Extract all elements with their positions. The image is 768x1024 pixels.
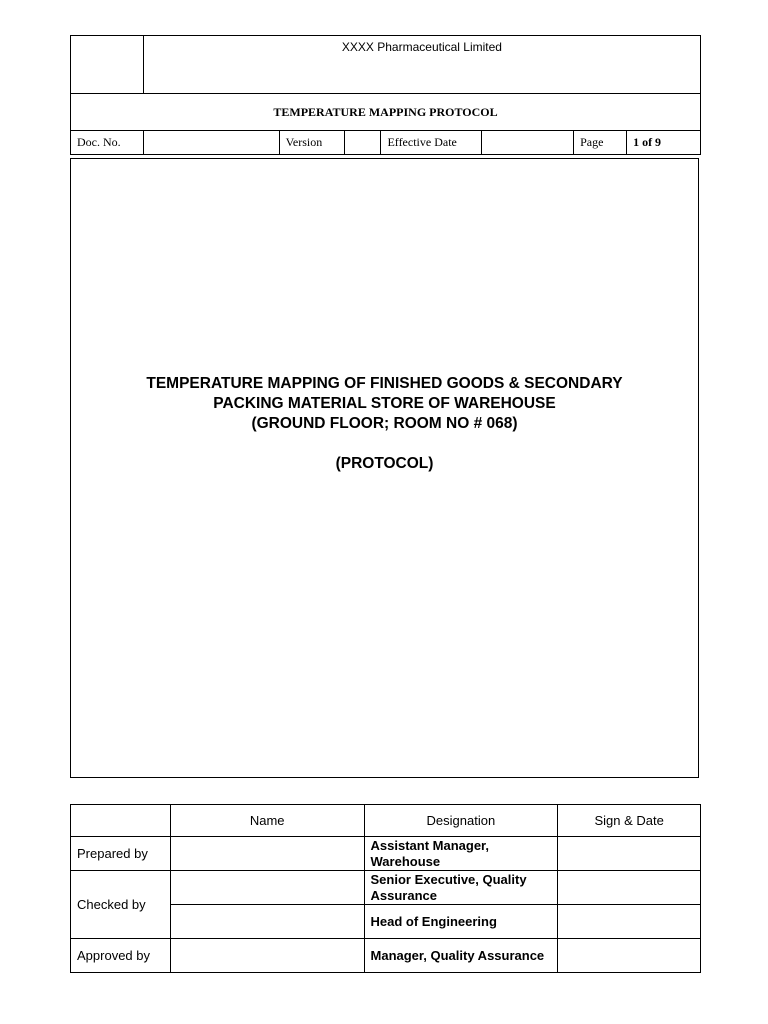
cover-title: [71, 374, 698, 434]
prepared-by-label: Prepared by: [71, 837, 171, 871]
checked-by-sign-2: [558, 905, 701, 939]
cover-title-line: PACKING MATERIAL STORE OF WAREHOUSE: [213, 395, 556, 412]
cover-title-line: (GROUND FLOOR; ROOM NO # 068): [251, 415, 518, 432]
approved-by-name: [170, 939, 364, 973]
column-header-designation: Designation: [364, 805, 558, 837]
checked-by-designation-1: Senior Executive, Quality Assurance: [364, 871, 558, 905]
doc-no-label: Doc. No.: [71, 131, 144, 155]
effective-date-label: Effective Date: [381, 131, 482, 155]
approved-by-sign: [558, 939, 701, 973]
column-header-sign-date: Sign & Date: [558, 805, 701, 837]
signoff-table: [70, 804, 701, 973]
checked-by-designation-2: Head of Engineering: [364, 905, 558, 939]
version-label: Version: [279, 131, 344, 155]
checked-by-label: Checked by: [71, 871, 171, 939]
page-number: 1 of 9: [627, 131, 701, 155]
checked-by-name-1: [170, 871, 364, 905]
cover-title-line: TEMPERATURE MAPPING OF FINISHED GOODS & SECONDARY: [146, 375, 623, 392]
prepared-by-sign: [558, 837, 701, 871]
version-value: [344, 131, 381, 155]
cover-subtitle: (PROTOCOL): [335, 455, 434, 472]
page-label: Page: [574, 131, 627, 155]
doc-no-value: [143, 131, 279, 155]
document-header: [70, 35, 701, 155]
cover-box: [70, 158, 699, 778]
signoff-corner: [71, 805, 171, 837]
checked-by-name-2: [170, 905, 364, 939]
protocol-title: TEMPERATURE MAPPING PROTOCOL: [71, 94, 701, 131]
prepared-by-designation: Assistant Manager, Warehouse: [364, 837, 558, 871]
column-header-name: Name: [170, 805, 364, 837]
checked-by-sign-1: [558, 871, 701, 905]
prepared-by-name: [170, 837, 364, 871]
logo-cell: [71, 36, 144, 94]
approved-by-label: Approved by: [71, 939, 171, 973]
approved-by-designation: Manager, Quality Assurance: [364, 939, 558, 973]
effective-date-value: [482, 131, 574, 155]
company-name: XXXX Pharmaceutical Limited: [143, 36, 700, 94]
